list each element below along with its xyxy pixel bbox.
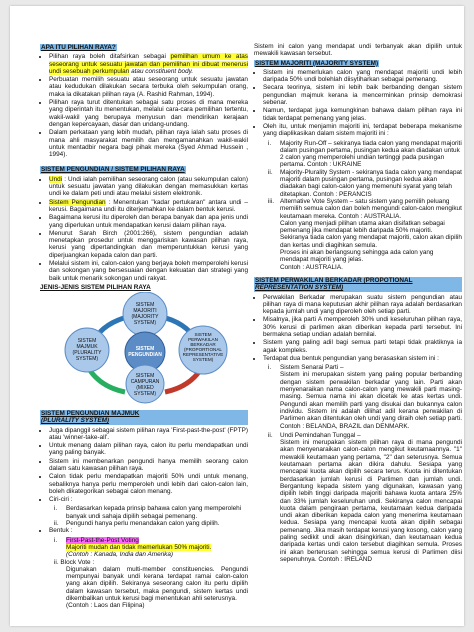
list-item: • Juga dipanggil sebagai sistem pilihan raya 'First-past-the-post' (FPTP) atau 'winner-take-all'. xyxy=(49,427,248,442)
block-vote-text: Digunakan dalam multi-member constituencies. Pengundi mempunyai banyak undi kerana terdapat ramai calon-calon yang akan dipilih. Sekiranya seseorang calon itu perlu dipilih dalam kawasan tersebut, maka pengundi, sistem kertas undi dikembalikan untuk kerusi bagi menentukan ahli seterusnya. xyxy=(66,565,248,603)
list-item: • Terdapat dua bentuk pengundian yang berasaskan sistem ini : xyxy=(263,355,462,362)
node-majoriti-label: SISTEM MAJORITI (MAJORITY SYSTEM) xyxy=(131,301,159,326)
bentuk-items xyxy=(40,537,248,610)
list-item: • Melalui sistem ini, calon-calon yang berjaya boleh memperolehi kerusi dan sokongan yang bersesuaian dengan kekuatan dan strategi yang baik untuk menarik sokongan undi rakyat. xyxy=(49,260,248,282)
senarai-parti-text: Sistem ini merupakan sistem yang paling popular berbanding dengan sistem perwakilan berkadar yang lain. Parti akan menyenaraikan nama calon-calon yang mewakili parti masing-masing. Semua nama ini akan dicetak ke atas kertas undi. Pengundi akan memilih parti yang disukai dan bukannya calon individu. Sistem ini adalah dilihat adil kerana perwakilan di Parlimen akan ditentukan oleh undi yang diraih oleh setiap parti. Contoh : BELANDA, BRAZIL dan DENMARK. xyxy=(280,371,462,430)
list-item: • Sistem ini membenarkan pengundi hanya memilih seorang calon dalam satu kawasan pilihan raya. xyxy=(49,458,248,473)
list-item: • Oleh itu, untuk menjamin majoriti ini, terdapat beberapa mekanisme yang diaplikasikan dalam sistem majoriti ini : xyxy=(263,123,462,138)
ciri-list xyxy=(40,505,248,527)
mechanism-list xyxy=(254,140,462,271)
list-item: • Misalnya, jika parti A memperoleh 30% undi keseluruhan pilihan raya, 30% kerusi di parlimen akan diberikan kepada parti tersebut. Ini bermakna setiap undian adalah bernilai. xyxy=(263,316,462,338)
list-item: i. Berdasarkan kepada prinsip bahawa calon yang memperolehi banyak undi sahaja dipilih sebagai pemenang. xyxy=(54,505,242,520)
list-item: i. First-Past-the-Post Voting xyxy=(54,536,139,544)
node-perwakilan-label: SISTEM PERWAKILAN BERKADAR (PROPORTIONAL REPRESENTATIVE SYSTEM) xyxy=(182,331,224,362)
fptp-note: Majoriti mudah dan tidak memerlukan 50% majoriti. xyxy=(66,543,212,551)
majoriti-list xyxy=(254,69,462,138)
diagram-title: JENIS-JENIS SISTEM PILIHAN RAYA xyxy=(40,283,151,291)
pr-items xyxy=(254,364,462,563)
block-vote-title: ii. Block Vote : xyxy=(54,558,95,566)
heading-perwakilan-berkadar: SISTEM PERWAKILAN BERKADAR (PROPOTIONAL REPRESENTATION SYSTEM) xyxy=(254,277,462,292)
jenis-sistem-diagram xyxy=(40,284,248,404)
node-center-label: SISTEM PENGUNDIAN xyxy=(128,345,162,358)
bentuk-list xyxy=(40,527,248,534)
list-item: • Namun, terdapat juga kemungkinan bahawa dalam pilihan raya ini tidak terdapat pemenang yang jelas. xyxy=(263,107,462,122)
list-item: • Calon tidak perlu mendapatkan majoriti 50% undi untuk menang, sebaliknya hanya perlu memperoleh undi lebih dari calon-calon lain, boleh dikategorikan sebagai calon menang. xyxy=(49,473,248,495)
list-item: • Pilihan raya boleh ditafsirkan sebagai pemilihan umum ke atas seseorang untuk sesuatu jawatan dan pemilihan ini dibuat menerusi undi sesebuah perkumpulan atau constituent body. xyxy=(49,53,248,75)
list-item: • Sistem ini memerlukan calon yang mendapat majoriti undi lebih daripada 50% undi bolehlah diisytiharkan sebagai pemenang. xyxy=(263,69,462,84)
list-item: • Untuk menang dalam pilihan raya, calon itu perlu mendapatkan undi yang paling banyak. xyxy=(49,442,248,457)
left-column xyxy=(40,44,248,610)
list-item: • Dalam perkataan yang lebih mudah, pilihan raya ialah satu proses di mana ahli masyarakat memilih dan mengamanahkan wakil-wakil untuk mentadbir negara bagi pihak mereka (Syed Ahmad Hussein , 1994). xyxy=(49,129,248,158)
majmuk-list xyxy=(40,427,248,504)
heading-sistem-pengundian: SISTEM PENGUNDIAN / SISTEM PILIHAN RAYA xyxy=(41,166,185,174)
intro-paragraph: Sistem ini calon yang mendapat undi terbanyak akan dipilih untuk mewakili kawasan tersebut. xyxy=(254,43,462,58)
cycle-diagram xyxy=(40,292,248,404)
list-item: • Sistem yang paling adil bagi semua parti tetapi tidak praktiknya ia agak kompleks. xyxy=(263,339,462,354)
list-item: • Bagaimana kerusi itu diperoleh dan berapa banyak dan apa jenis undi yang diperlukan untuk mendapatkan kerusi dalam pilihan raya. xyxy=(49,214,248,229)
document-page xyxy=(10,6,464,626)
list-item: ii. Pengundi hanya perlu menandakan calon yang dipilih. xyxy=(54,520,220,528)
node-majmuk-label: SISTEM MAJMUK (PLURALITY SYSTEM) xyxy=(72,337,102,362)
list-item: • Secara teorinya, sistem ini lebih baik berbanding dengan sistem pengundian majmuk kerana ia mencerminkan prinsip demokrasi sebenar. xyxy=(263,84,462,106)
list-item: • Ciri-ciri : xyxy=(49,496,248,503)
perwakilan-list xyxy=(254,294,462,363)
list-item: • Sistem Pengundian : Menentukan "kadar pertukaran" antara undi – kerusi. Bagaimana undi itu diterjemahkan ke dalam bentuk kerusi. xyxy=(49,199,248,214)
list-item: • Pilihan raya turut ditentukan sebagai satu proses di mana mereka yang diperintah itu menentukan, melalui cara-cara pemilihan tertentu, wakil-wakil yang berupaya menyusun dan mendirikan kerajaan dengan kepercayaan, dasar dan undang-undang. xyxy=(49,99,248,128)
definition-list xyxy=(40,53,248,158)
list-item: ii. Majority-Plurality System - sekiranya tiada calon yang mendapat majoriti dalam pusingan pertama, pusingan kedua akan diadakan bagi calon-calon yang memenuhi syarat yang telah ditetapkan. Contoh : PERANCIS xyxy=(268,168,462,198)
list-item: • Undi : Undi ialah pemilihan seseorang calon (atau sekumpulan calon) untuk sesuatu jawatan yang dilakukan dengan memasukkan kertas undi ke dalam peti undi atau melalui sistem elektronik. xyxy=(49,176,248,198)
list-item: i. Sistem Senarai Parti – xyxy=(268,364,344,372)
list-item: i. Majority Run-Off – sekiranya tiada calon yang mendapat majoriti dalam pusingan pertama, pusingan kedua akan diadakan untuk 2 calon yang memperolehi undian tertinggi pada pusingan pertama. Contoh : UKRAINE xyxy=(268,139,462,169)
node-campuran-label: SISTEM CAMPURAN (MIXED SYSTEM) xyxy=(130,372,160,397)
fptp-example: (Contoh : Kanada, India dan Amerika) xyxy=(66,551,174,559)
list-item: • Bentuk : xyxy=(49,527,248,534)
pengundian-list xyxy=(40,176,248,282)
list-item: • Perbuatan memilih sesuatu atau seseorang untuk sesuatu jawatan atau kedudukan dilakukan secara terbuka oleh sekumpulan orang, maka ia dikatakan pilihan raya (A. Rashid Rahman, 1994). xyxy=(49,76,248,98)
heading-apa-itu-pilihan-raya: APA ITU PILIHAN RAYA? xyxy=(41,44,116,51)
right-column xyxy=(254,43,462,563)
list-item: iii. Alternative Vote System – satu sistem yang pemilih peluang memilih semua calon dan boleh mengundi calon-calon mengikut keutamaan mereka. Contoh : AUSTRALIA. xyxy=(268,197,462,220)
mechanism-extra: Calon yang menjadi pilihan utama akan disifatkan sebagai pemenang jika mendapat lebih daripada 50% majoriti. Sekiranya tiada calon yang mendapat majoriti, calon akan dipilih dan kertas undi diagihkan semula. Proses ini akan berlangsung sehingga ada calon yang mendapat majoriti yang jelas. Contoh : AUSTRALIA. xyxy=(280,219,462,271)
list-item: ii. Undi Pemindahan Tunggal – xyxy=(268,431,361,439)
heading-majmuk: SISTEM PENGUNDIAN MAJMUK (PLURALITY SYSTEM) xyxy=(40,410,248,425)
list-item: • Perwakilan Berkadar merupakan suatu sistem pengundian atau pilihan raya di mana keputusan akhir pilihan raya adalah berdasarkan kepada jumlah undi yang diperoleh oleh setiap parti. xyxy=(263,294,462,316)
block-vote-example: (Contoh : Laos dan Filipina) xyxy=(66,602,145,610)
list-item: • Menurut Sarah Birch (2001:266), sistem pengundian adalah menetapkan prosedur untuk menggariskan kawasan pilihan raya, kerusi yang dipertandingkan dan memperuntukkan kerusi yang diperjuangkan kepada calon dan parti. xyxy=(49,230,248,259)
undi-pemindahan-text: Sistem ini merupakan sistem pilihan raya di mana pengundi akan menyenaraikan calon-calon mengikut keutamaannya. "1" mewakili keutamaan yang pertama, "2" dan seterusnya. Semua keutamaan pertama akan dikira dahulu. Sesiapa yang mencapai kuota akan dipilih secara terus. Kuota ini ditentukan berdasarkan jumlah kerusi di Parlimen dan jumlah undi. Bergantung kepada sistem yang digunakan, kawasan yang dipilih lebih tinggi daripada majoriti bahawa kuota antara 25% dan 33% jumlah keseluruhan undi. Sekiranya calon mencapai kuota dalam pengiraan pertama, keutamaan kedua daripada undi akan diberikan kepada calon yang menerima keutamaan kedua. Sesiapa yang mencapai kuota akan dipilih sebagai pemenang. Jika masih terdapat kerusi yang kosong, calon yang paling sedikit undi akan disingkirkan, dan keutamaan kedua daripada kertas undi calon tersebut diagihkan semula. Proses ini akan berterusan sehingga semua kerusi di Parlimen diisi sepenuhnya. Contoh : IRELAND xyxy=(280,439,462,563)
heading-sistem-majoriti: SISTEM MAJORITI (MAJORITY SYSTEM) xyxy=(255,59,379,67)
